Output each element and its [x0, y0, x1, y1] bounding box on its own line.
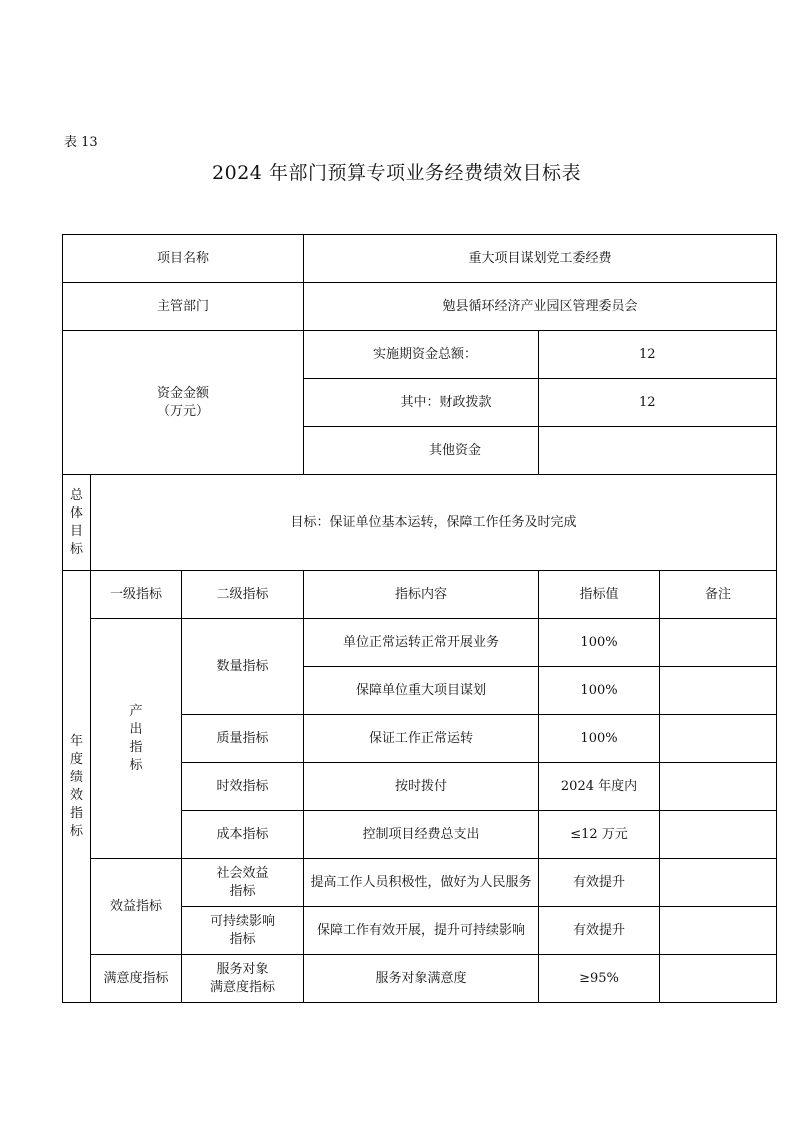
funds-label-line1: 资金金额: [157, 385, 210, 401]
funds-total-value: 12: [539, 331, 777, 379]
department-row: [63, 283, 777, 331]
indicator-note: [660, 859, 777, 907]
table-row: [63, 955, 777, 1003]
page-title: 2024 年部门预算专项业务经费绩效目标表: [212, 162, 581, 184]
sustainable-impact-label: 可持续影响 指标: [182, 907, 304, 955]
overall-goal-row: [63, 475, 777, 571]
social-benefit-label: 社会效益 指标: [182, 859, 304, 907]
time-indicator-label: 时效指标: [182, 763, 304, 811]
indicator-note: [660, 667, 777, 715]
quality-indicator-label: 质量指标: [182, 715, 304, 763]
indicator-value: 有效提升: [539, 859, 660, 907]
quantity-indicator-label: 数量指标: [182, 619, 304, 715]
indicator-value: ≥95%: [539, 955, 660, 1003]
funds-fiscal-label: 其中：财政拨款: [304, 379, 539, 427]
table-number-label: 表 13: [64, 135, 98, 150]
header-level1: 一级指标: [91, 571, 182, 619]
satisfaction-indicator-label: 满意度指标: [91, 955, 182, 1003]
indicator-value: 有效提升: [539, 907, 660, 955]
project-name-label: 项目名称: [63, 235, 304, 283]
funds-label: [63, 331, 304, 475]
output-indicator-label: 产出指标: [91, 619, 182, 859]
funds-total-row: [63, 331, 777, 379]
indicator-content: 保障工作有效开展，提升可持续影响: [304, 907, 539, 955]
table-row: [63, 859, 777, 907]
overall-goal-text: 目标：保证单位基本运转，保障工作任务及时完成: [91, 475, 777, 571]
indicator-content: 保障单位重大项目谋划: [304, 667, 539, 715]
indicator-note: [660, 619, 777, 667]
indicator-note: [660, 811, 777, 859]
annual-indicators-label: 年度绩效指标: [63, 571, 91, 1003]
indicator-value: 100%: [539, 619, 660, 667]
indicator-value: 100%: [539, 715, 660, 763]
indicator-value: ≤12 万元: [539, 811, 660, 859]
indicator-note: [660, 715, 777, 763]
header-content: 指标内容: [304, 571, 539, 619]
overall-goal-label: 总体目标: [63, 475, 91, 571]
indicator-value: 2024 年度内: [539, 763, 660, 811]
benefit-indicator-label: 效益指标: [91, 859, 182, 955]
indicator-content: 提高工作人员积极性，做好为人民服务: [304, 859, 539, 907]
funds-fiscal-value: 12: [539, 379, 777, 427]
table-row: [63, 619, 777, 667]
header-level2: 二级指标: [182, 571, 304, 619]
performance-table: [62, 234, 777, 1003]
funds-other-value: [539, 427, 777, 475]
header-note: 备注: [660, 571, 777, 619]
department-value: 勉县循环经济产业园区管理委员会: [304, 283, 777, 331]
indicator-content: 服务对象满意度: [304, 955, 539, 1003]
indicator-note: [660, 955, 777, 1003]
indicator-content: 控制项目经费总支出: [304, 811, 539, 859]
department-label: 主管部门: [63, 283, 304, 331]
project-name-value: 重大项目谋划党工委经费: [304, 235, 777, 283]
project-name-row: [63, 235, 777, 283]
indicator-note: [660, 763, 777, 811]
cost-indicator-label: 成本指标: [182, 811, 304, 859]
funds-total-label: 实施期资金总额：: [304, 331, 539, 379]
indicator-content: 按时拨付: [304, 763, 539, 811]
funds-other-label: 其他资金: [304, 427, 539, 475]
indicator-header-row: [63, 571, 777, 619]
service-satisfaction-label: 服务对象 满意度指标: [182, 955, 304, 1003]
indicator-content: 单位正常运转正常开展业务: [304, 619, 539, 667]
indicator-value: 100%: [539, 667, 660, 715]
indicator-content: 保证工作正常运转: [304, 715, 539, 763]
funds-label-line2: （万元）: [157, 403, 210, 419]
indicator-note: [660, 907, 777, 955]
header-value: 指标值: [539, 571, 660, 619]
